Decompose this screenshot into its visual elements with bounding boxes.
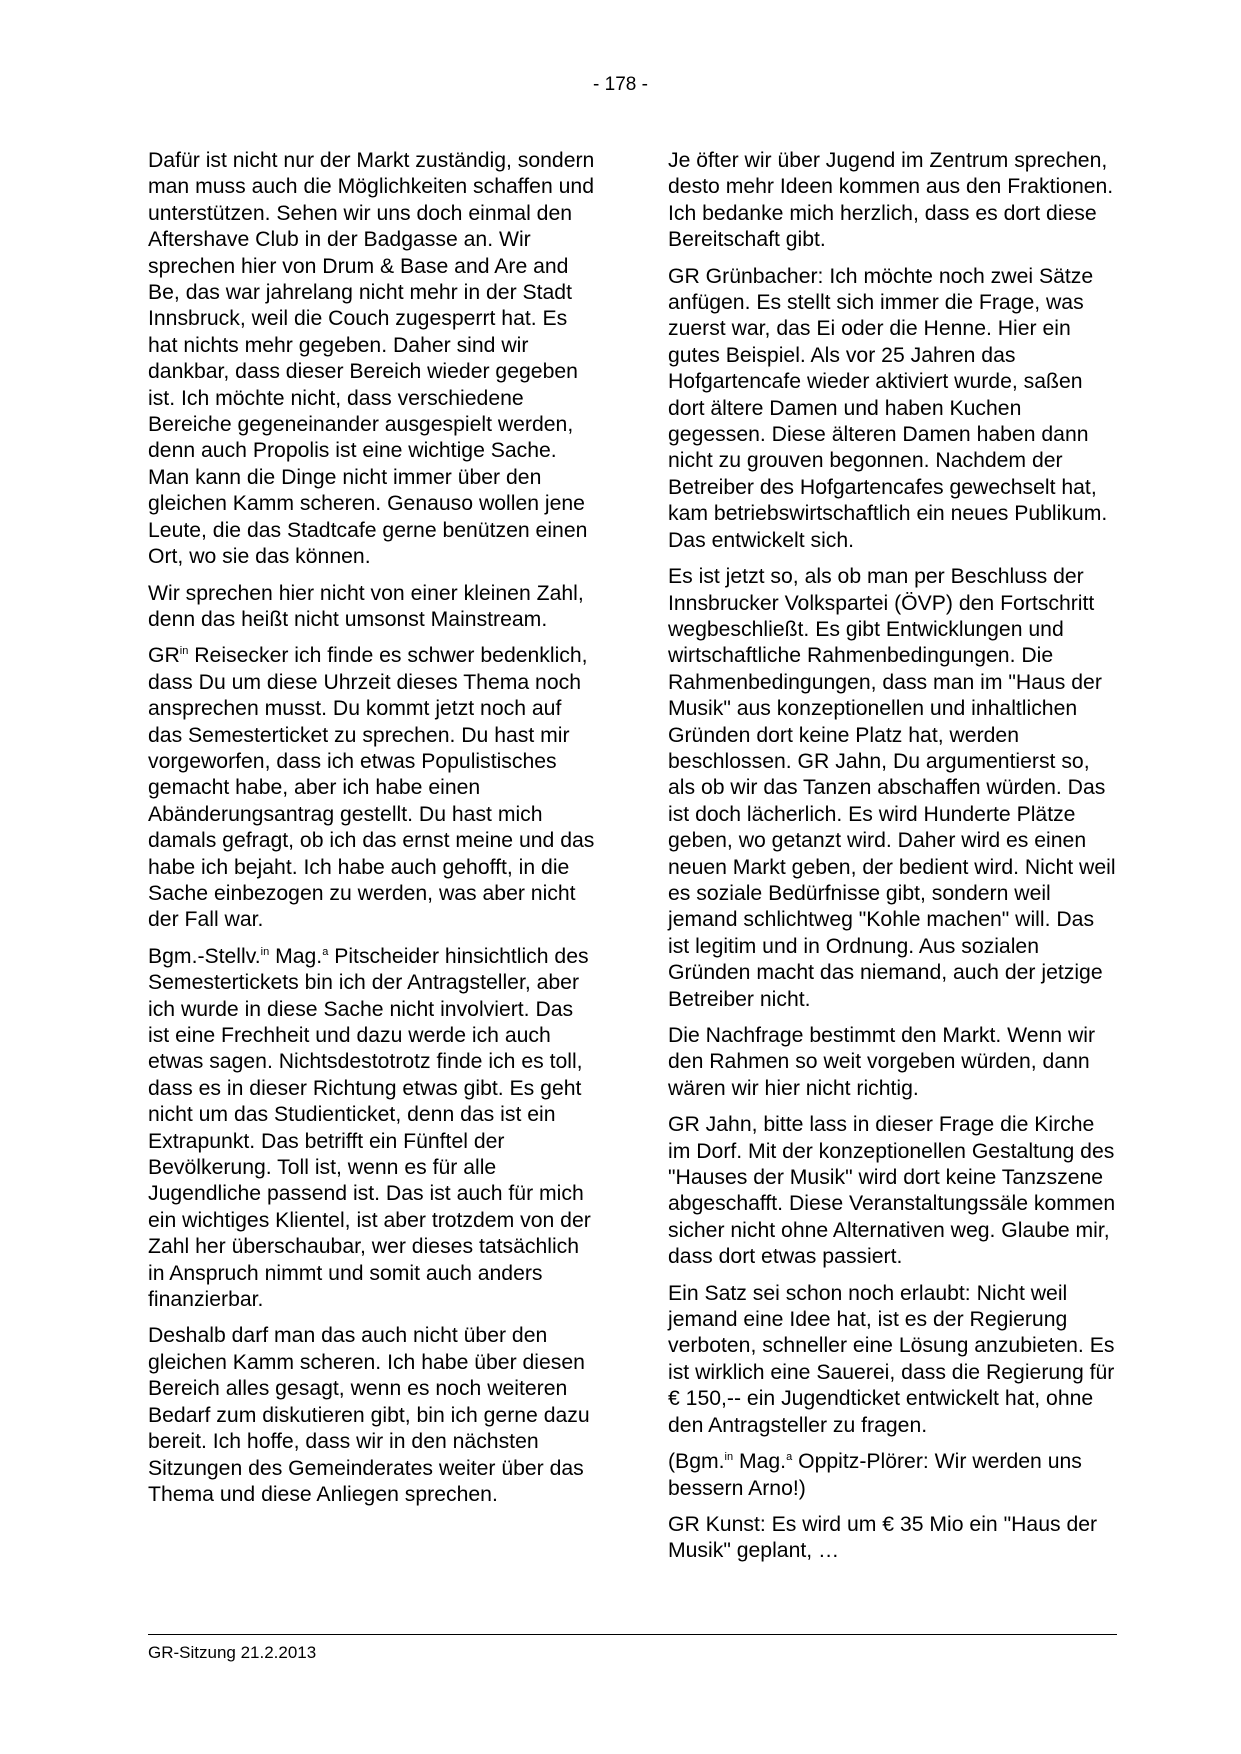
paragraph-text: Reisecker ich finde es schwer bedenklich, dass Du um diese Uhrzeit dieses Thema noch ansprechen musst. Du kommt jetzt noch auf das Semesterticket zu sprechen. Du hast mir vorgeworfen, dass ich etwas Populistisches gemacht habe, aber ich habe einen Abänderungsantrag gestellt. Du hast mich damals gefragt, ob ich das ernst meine und das habe ich bejaht. Ich habe auch gehofft, in die Sache einbezogen zu werden, was aber nicht der Fall war. [148, 644, 595, 932]
paragraph: GR Kunst: Es wird um € 35 Mio ein "Haus der Musik" geplant, … [668, 1512, 1098, 1563]
paragraph: Deshalb darf man das auch nicht über den gleichen Kamm scheren. Ich habe über diesen Bereich alles gesagt, wenn es noch weiteren Bedarf zum diskutieren gibt, bin ich gerne dazu bereit. Ich hoffe, dass wir in den nächsten Sitzungen des Gemeinderates weiter über das Thema und diese Anliegen sprechen. [148, 1324, 590, 1506]
speaker-prefix: (Bgm. [668, 1450, 725, 1474]
paragraph: Dafür ist nicht nur der Markt zuständig, sondern man muss auch die Möglichkeiten schaffen und unterstützen. Sehen wir uns doch einmal den Aftershave Club in der Badgasse an. Wir sprechen hier von Drum & Base and Are and Be, das war jahrelang nicht mehr in der Stadt Innsbruck, weil die Couch zugesperrt hat. Es hat nichts mehr gegeben. Daher sind wir dankbar, dass dieser Bereich wieder gegeben ist. Ich möchte nicht, dass verschiedene Bereiche gegeneinander ausgespielt werden, denn auch Propolis ist eine wichtige Sache. Man kann die Dinge nicht immer über den gleichen Kamm scheren. Genauso wollen jene Leute, die das Stadtcafe gerne benützen einen Ort, wo sie das können. [148, 149, 595, 569]
paragraph-text: Pitscheider hinsichtlich des Semestertickets bin ich der Antragsteller, aber ich wurde in diese Sache nicht involviert. Das ist eine Frechheit und dazu werde ich auch etwas sagen. Nichtsdestotrotz finde ich es toll, dass es in dieser Richtung etwas gibt. Es geht nicht um das Studienticket, denn das ist ein Extrapunkt. Das betrifft ein Fünftel der Bevölkerung. Toll ist, wenn es für alle Jugendliche passend ist. Das ist auch für mich ein wichtiges Klientel, ist aber trotzdem von der Zahl her überschaubar, wer dieses tatsächlich in Anspruch nimmt und somit auch anders finanzierbar. [148, 944, 591, 1312]
superscript: in [260, 945, 270, 958]
speaker-title: Mag. [269, 944, 323, 968]
superscript: a [322, 945, 329, 958]
speaker-prefix: GR [148, 644, 180, 668]
superscript: in [724, 1451, 734, 1464]
paragraph: Es ist jetzt so, als ob man per Beschluss der Innsbrucker Volkspartei (ÖVP) den Fortschritt wegbeschließt. Es gibt Entwicklungen und wirtschaftliche Rahmenbedingungen. Die Rahmenbedingungen, dass man im "Haus der Musik" aus konzeptionellen und inhaltlichen Gründen dort keine Platz hat, werden beschlossen. GR Jahn, Du argumentierst so, als ob wir das Tanzen abschaffen würden. Das ist doch lächerlich. Es wird Hunderte Plätze geben, wo getanzt wird. Daher wird es einen neuen Markt geben, der bedient wird. Nicht weil es soziale Bedürfnisse gibt, sondern weil jemand schlichtweg "Kohle machen" will. Das ist legitim und in Ordnung. Aus sozialen Gründen macht das niemand, auch der jetzige Betreiber nicht. [668, 565, 1116, 1011]
paragraph: GR Grünbacher: Ich möchte noch zwei Sätze anfügen. Es stellt sich immer die Frage, was zuerst war, das Ei oder die Henne. Hier ein gutes Beispiel. Als vor 25 Jahren das Hofgartencafe wieder aktiviert wurde, saßen dort ältere Damen und haben Kuchen gegessen. Diese älteren Damen haben dann nicht zu grouven begonnen. Nachdem der Betreiber des Hofgartencafes gewechselt hat, kam betriebswirtschaftlich ein neues Publikum. Das entwickelt sich. [668, 264, 1108, 552]
paragraph [148, 944, 596, 1314]
paragraph-text: Oppitz-Plörer: Wir werden uns bessern Arno!) [668, 1450, 1082, 1500]
paragraph: Die Nachfrage bestimmt den Markt. Wenn wir den Rahmen so weit vorgeben würden, dann wären wir hier nicht richtig. [668, 1024, 1096, 1100]
paragraph: Wir sprechen hier nicht von einer kleinen Zahl, denn das heißt nicht umsonst Mainstream. [148, 581, 584, 631]
paragraph: Ein Satz sei schon noch erlaubt: Nicht weil jemand eine Idee hat, ist es der Regierung verboten, schneller eine Lösung anzubieten. Es ist wirklich eine Sauerei, dass die Regierung für € 150,-- ein Jugendticket entwickelt hat, ohne den Antragsteller zu fragen. [668, 1281, 1115, 1437]
paragraph [148, 643, 596, 933]
speaker-title: Mag. [733, 1450, 787, 1474]
superscript: in [179, 645, 189, 658]
speaker-prefix: Bgm.-Stellv. [148, 944, 261, 968]
left-column [148, 148, 596, 1518]
paragraph: GR Jahn, bitte lass in dieser Frage die Kirche im Dorf. Mit der konzeptionellen Gestaltung des "Hauses der Musik" wird dort keine Tanzszene abgeschafft. Diese Veranstaltungssäle kommen sicher nicht ohne Alternativen weg. Glaube mir, dass dort etwas passiert. [668, 1113, 1116, 1269]
paragraph: Je öfter wir über Jugend im Zentrum sprechen, desto mehr Ideen kommen aus den Fraktionen. Ich bedanke mich herzlich, dass es dort diese Bereitschaft gibt. [668, 149, 1114, 252]
page-number: - 178 - [593, 74, 648, 95]
footer-divider [148, 1634, 1117, 1635]
footer-session: GR-Sitzung 21.2.2013 [148, 1643, 317, 1662]
superscript: a [786, 1451, 793, 1464]
paragraph [668, 1449, 1116, 1502]
right-column [668, 148, 1116, 1575]
